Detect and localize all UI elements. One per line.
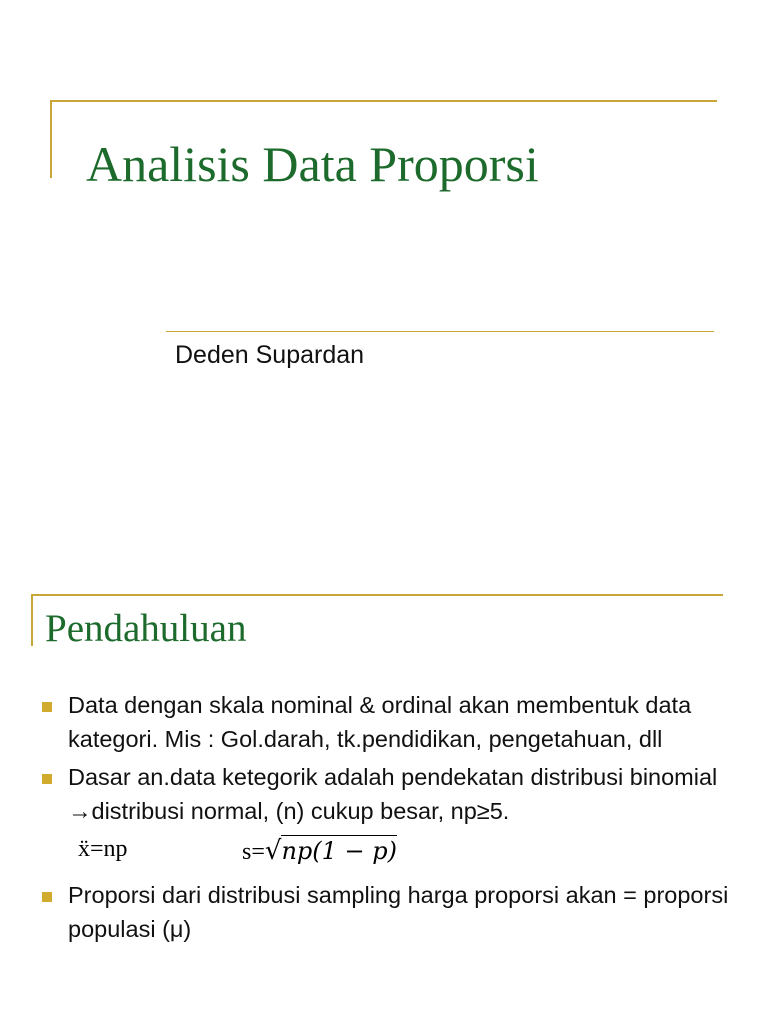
bullet-text: Data dengan skala nominal & ordinal akan membentuk data kategori. Mis : Gol.darah, tk.pendidikan, pengetahuan, dll	[68, 692, 692, 752]
sd-formula	[242, 836, 397, 866]
content-slide	[0, 512, 768, 1024]
sd-radicand: np(1 − p)	[281, 837, 397, 865]
bullet-text: Proporsi dari distribusi sampling harga proporsi akan = proporsi populasi (μ)	[68, 882, 729, 942]
title-frame-left-rule	[50, 100, 52, 178]
bullet-item	[40, 688, 730, 756]
square-bullet-icon	[42, 892, 52, 902]
subtitle-rule	[166, 331, 714, 332]
heading-frame-top-rule	[31, 594, 723, 596]
slide-subtitle-author: Deden Supardan	[175, 341, 365, 369]
title-frame-top-rule	[50, 100, 717, 102]
bullet-list	[40, 688, 730, 950]
slide-heading: Pendahuluan	[45, 607, 247, 650]
bullet-item	[40, 760, 730, 828]
mean-formula: ẍ=np	[78, 836, 128, 862]
heading-frame-left-rule	[31, 594, 33, 646]
bullet-item	[40, 878, 730, 946]
sd-prefix: s=	[242, 839, 265, 865]
formula-row	[40, 832, 730, 874]
square-bullet-icon	[42, 702, 52, 712]
bullet-text: Dasar an.data ketegorik adalah pendekatan distribusi binomial →distribusi normal, (n) cukup besar, np≥5.	[68, 764, 718, 824]
slide-title: Analisis Data Proporsi	[86, 136, 539, 192]
square-root-icon: √	[264, 836, 282, 866]
square-bullet-icon	[42, 774, 52, 784]
